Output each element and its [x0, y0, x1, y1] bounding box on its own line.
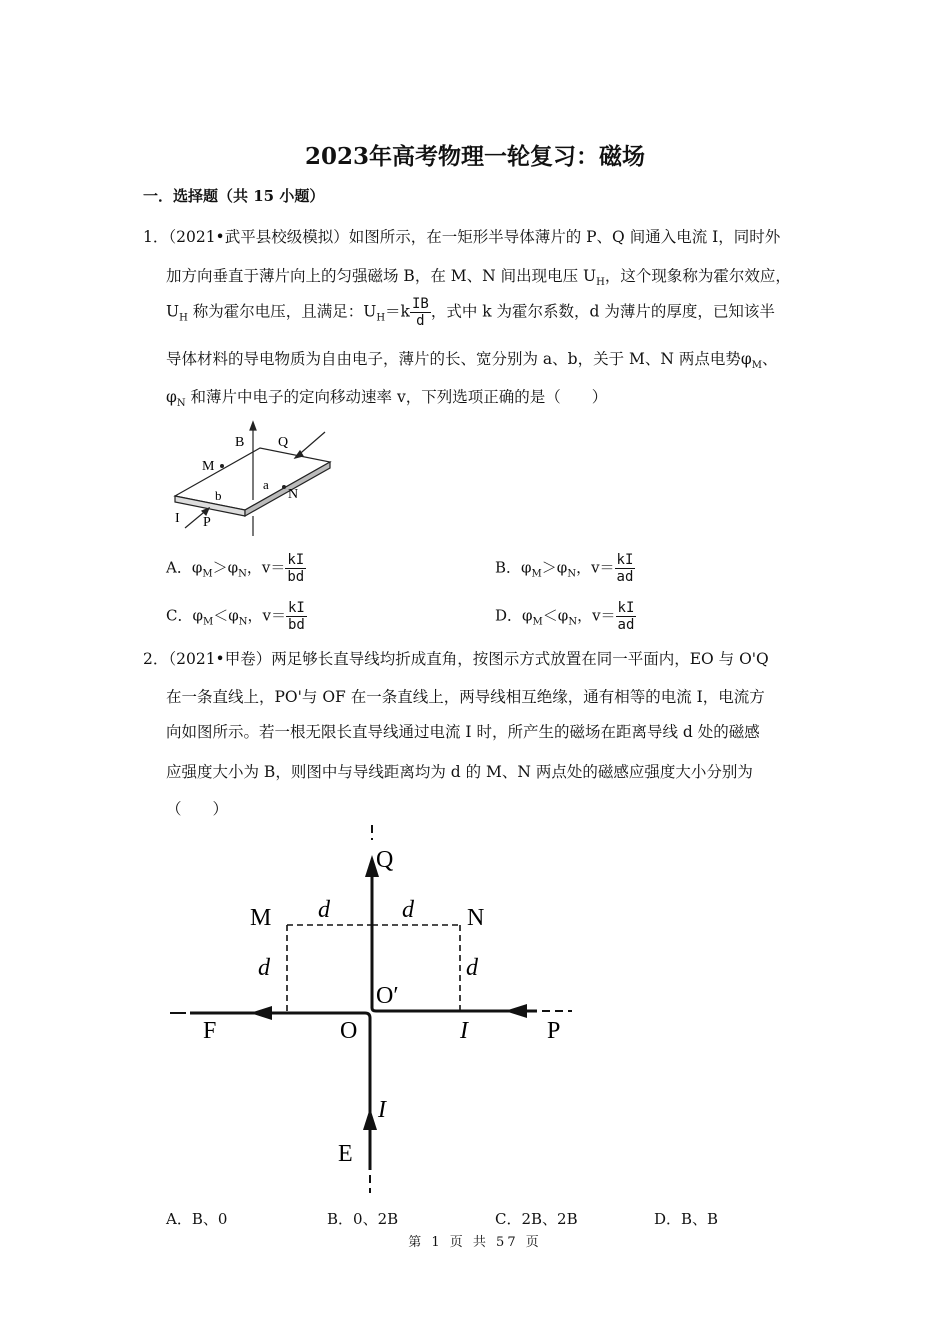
- page-footer: 第 1 页 共 57 页: [408, 1235, 542, 1250]
- label-q: Q: [278, 435, 289, 450]
- q1-line-3: $U_H$ 称为霍尔电压，且满足：$U_H=k$ $\frac{IB}{d}$ ，式中 k 为霍尔系数，d 为薄片的厚度，已知该半: [166, 296, 775, 329]
- label-q: Q: [376, 847, 394, 873]
- label-d-top-left: d: [318, 897, 330, 923]
- label-d-left: d: [258, 955, 270, 981]
- q2-option-b[interactable]: B．0、2B: [327, 1210, 399, 1228]
- label-i: I: [175, 511, 180, 526]
- section-heading: 一．选择题（共 15 小题）: [143, 187, 325, 205]
- point-m: [220, 464, 224, 468]
- label-p: P: [203, 515, 211, 530]
- label-e: E: [338, 1141, 353, 1167]
- page-title: 2023年高考物理一轮复习：磁场: [304, 143, 645, 170]
- hall-fraction: $\frac{IB}{d}$: [411, 296, 429, 329]
- hall-effect-figure: [165, 418, 345, 540]
- q2-line-3: 向如图所示。若一根无限长直导线通过电流 I 时，所产生的磁场在距离导线 d 处的磁感: [166, 723, 760, 741]
- wires-figure: [160, 825, 590, 1195]
- label-o: O: [340, 1018, 358, 1044]
- q2-line-4: 应强度大小为 B，则图中与导线距离均为 d 的 M、N 两点处的磁感应强度大小分别为: [166, 763, 753, 781]
- label-o-prime: O′: [376, 983, 399, 1009]
- label-b-width: b: [215, 488, 222, 503]
- q2-line-2: 在一条直线上，PO'与 OF 在一条直线上，两导线相互绝缘，通有相等的电流 I，电流方: [166, 688, 765, 706]
- q1-option-a[interactable]: A．$\varphi_M>\varphi_N$，v＝ $\frac{kI}{bd}$: [166, 552, 305, 585]
- q1-line-4: 导体材料的导电物质为自由电子，薄片的长、宽分别为 a、b，关于 M、N 两点电势$\varphi_M$、: [166, 350, 778, 372]
- q1-option-c[interactable]: C．$\varphi_M<\varphi_N$，v＝ $\frac{kI}{bd}$: [166, 600, 305, 633]
- q1-line-2: 加方向垂直于薄片向上的匀强磁场 B，在 M、N 间出现电压 $U_H$，这个现象称为霍尔效应，: [166, 267, 791, 289]
- arrow-left-f: [250, 1006, 272, 1020]
- q2-option-a[interactable]: A．B、0: [166, 1210, 228, 1228]
- label-i-horizontal: I: [460, 1018, 468, 1044]
- q2-line-1: 2．（2021•甲卷）两足够长直导线均折成直角，按图示方式放置在同一平面内，EO 与 O'Q: [143, 650, 769, 668]
- q1-option-d[interactable]: D．$\varphi_M<\varphi_N$，v＝ $\frac{kI}{ad}$: [495, 600, 635, 633]
- q2-line-5: （ ）: [166, 800, 229, 818]
- label-b-field: B: [235, 435, 245, 450]
- q1-line-5: $\varphi_N$ 和薄片中电子的定向移动速率 v，下列选项正确的是（ ）: [166, 388, 608, 410]
- label-d-right: d: [466, 955, 478, 981]
- label-n: N: [288, 487, 299, 502]
- q2-option-d[interactable]: D．B、B: [654, 1210, 719, 1228]
- label-i-vertical: I: [378, 1097, 386, 1123]
- label-n: N: [467, 905, 485, 931]
- label-p: P: [547, 1018, 561, 1044]
- point-n: [282, 485, 286, 489]
- label-m: M: [202, 459, 215, 474]
- q1-line-1: 1．（2021•武平县校级模拟）如图所示，在一矩形半导体薄片的 P、Q 间通入电流 I，同时外: [143, 228, 781, 246]
- q1-option-b[interactable]: B．$\varphi_M>\varphi_N$，v＝ $\frac{kI}{ad}$: [495, 552, 634, 585]
- arrow-up-e: [363, 1108, 377, 1130]
- arrow-left-p: [505, 1004, 527, 1018]
- label-a: a: [263, 477, 269, 492]
- q2-option-c[interactable]: C．2B、2B: [495, 1210, 578, 1228]
- label-m: M: [250, 905, 272, 931]
- label-f: F: [203, 1018, 217, 1044]
- label-d-top-right: d: [402, 897, 414, 923]
